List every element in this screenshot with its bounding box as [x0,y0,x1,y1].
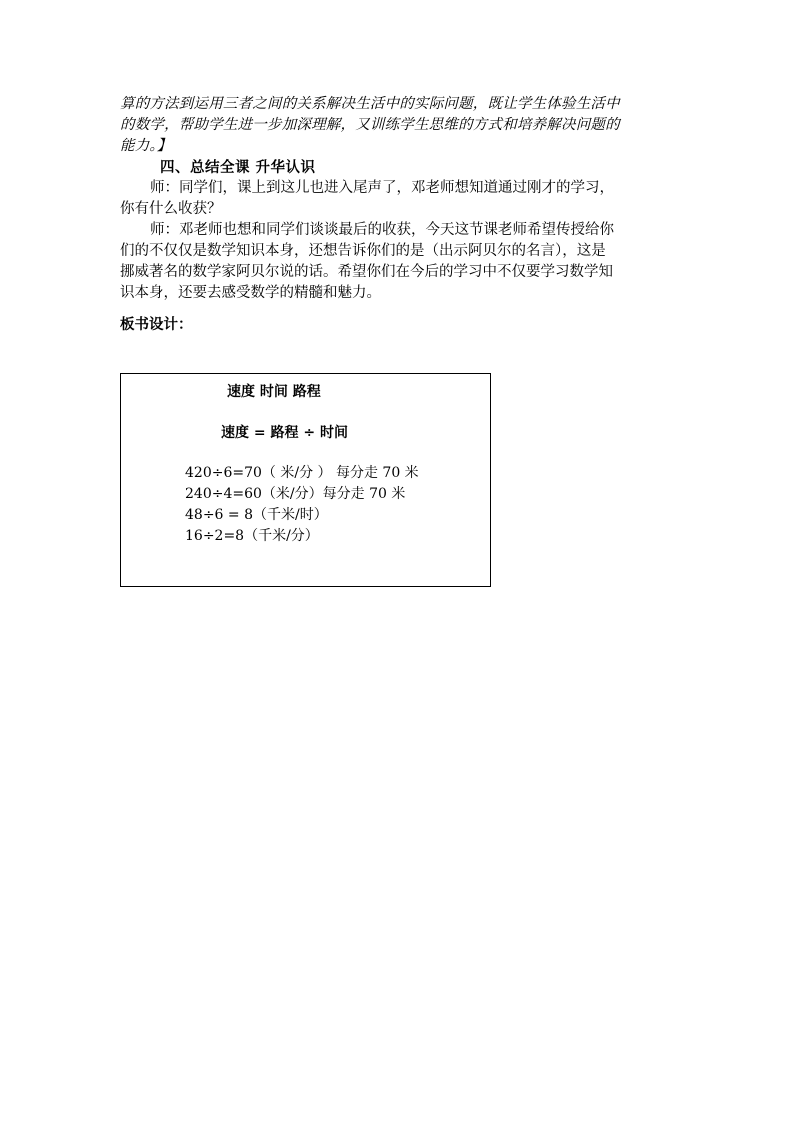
board-example: 240÷4=60（米/分）每分走 70 米 [185,486,406,502]
board-example: 16÷2=8（千米/分） [185,528,319,544]
paragraph-line: 能力。】 [120,138,172,154]
teacher-summary-line: 师：邓老师也想和同学们谈谈最后的收获，今天这节课老师希望传授给你 [150,222,614,238]
teacher-summary-line: 挪威著名的数学家阿贝尔说的话。希望你们在今后的学习中不仅要学习数学知 [120,264,613,280]
board-design-label: 板书设计： [120,316,193,333]
paragraph-line: 的数学，帮助学生进一步加深理解，又训练学生思维的方式和培养解决问题的 [120,117,620,133]
board-example: 420÷6=70（ 米/分 ） 每分走 70 米 [185,465,419,481]
board-header: 速度 时间 路程 [227,384,321,400]
board-formula: 速度 = 路程 ÷ 时间 [221,425,348,441]
document-body [120,94,668,335]
section-heading: 四、总结全课 升华认识 [160,159,316,176]
teacher-question-line: 师：同学们，课上到这儿也进入尾声了，邓老师想知道通过刚才的学习， [150,180,614,196]
board-design-box [120,373,491,587]
teacher-question-line: 你有什么收获？ [120,201,222,217]
teacher-summary-line: 识本身，还要去感受数学的精髓和魅力。 [120,285,381,301]
paragraph-line: 算的方法到运用三者之间的关系解决生活中的实际问题，既让学生体验生活中 [120,96,620,112]
board-example: 48÷6 = 8（千米/时） [185,507,328,523]
teacher-summary-line: 们的不仅仅是数学知识本身，还想告诉你们的是（出示阿贝尔的名言），这是 [120,243,606,259]
